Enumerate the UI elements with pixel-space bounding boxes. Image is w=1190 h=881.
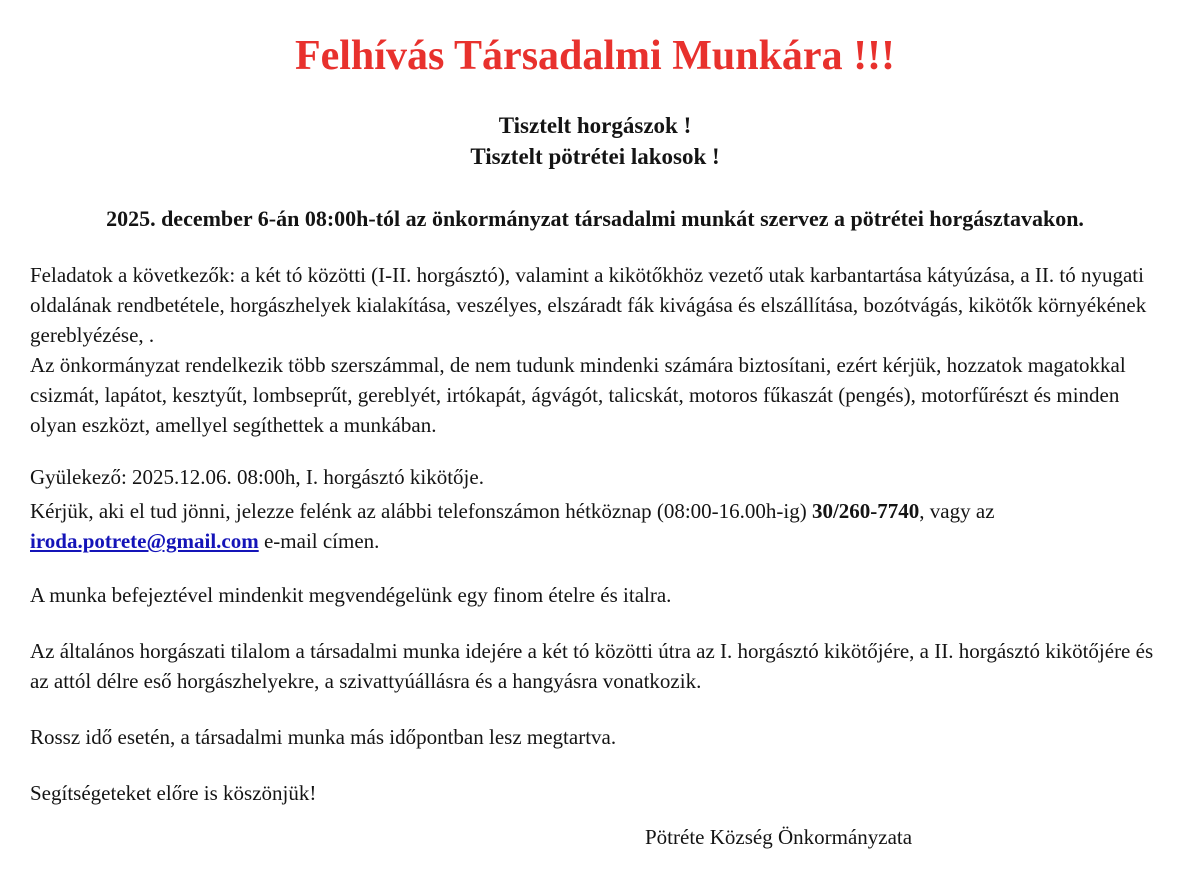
phone-number: 30/260-7740 [811, 499, 920, 523]
thanks-line: Segítségeteket előre is köszönjük! [30, 781, 317, 805]
contact-text-after-email: e-mail címen. [258, 529, 380, 553]
signature: Pötréte Község Önkormányzata [645, 825, 913, 849]
salutation-line-residents: Tisztelt pötrétei lakosok ! [470, 144, 720, 169]
contact-paragraph [30, 496, 1160, 556]
contact-text-after-phone: , vagy az [919, 499, 995, 523]
tasks-paragraph [30, 260, 1160, 440]
bad-weather-line: Rossz idő esetén, a társadalmi munka más időpontban lesz megtartva. [30, 725, 617, 749]
contact-text-before-phone: Kérjük, aki el tud jönni, jelezze felénk az alábbi telefonszámon hétköznap (08:00-16.00h-ig) [30, 499, 812, 523]
tasks-text: Feladatok a következők: a két tó közötti (I-II. horgásztó), valamint a kikötőkhöz vezető utak karbantartása kátyúzása, a II. tó nyugati oldalának rendbetétele, horgászhelyek kialakítása, veszélyes, elszáradt fák kivágása és elszállítása, bozótvágás, kikötők környékének gereblyézése, . [30, 263, 1147, 347]
page-title: Felhívás Társadalmi Munkára !!! [294, 33, 896, 79]
salutation-block [30, 110, 1160, 172]
tools-text: Az önkormányzat rendelkezik több szerszámmal, de nem tudunk mindenki számára biztosítani, ezért kérjük, hozzatok magatokkal csizmát, lapátot, kesztyűt, lombseprűt, gereblyét, irtókapát, ágvágót, talicskát, motoros fűkaszát (pengés), motorfűrészt és minden olyan eszközt, amellyel segíthettek a munkában. [30, 353, 1126, 437]
hospitality-line: A munka befejeztével mindenkit megvendégelünk egy finom ételre és italra. [30, 583, 672, 607]
salutation-line-anglers: Tisztelt horgászok ! [498, 113, 692, 138]
prohibition-paragraph: Az általános horgászati tilalom a társadalmi munka idejére a két tó közötti útra az I. horgásztó kikötőjére, a II. horgásztó kikötőjére és az attól délre eső horgászhelyekre, a szivattyúállásra és a hangyásra vonatkozik. [30, 639, 1154, 693]
announcement-line: 2025. december 6-án 08:00h-tól az önkormányzat társadalmi munkát szervez a pötrétei horgásztavakon. [106, 206, 1084, 231]
gathering-line: Gyülekező: 2025.12.06. 08:00h, I. horgásztó kikötője. [30, 465, 484, 489]
email-link[interactable]: iroda.potrete@gmail.com [30, 529, 259, 553]
